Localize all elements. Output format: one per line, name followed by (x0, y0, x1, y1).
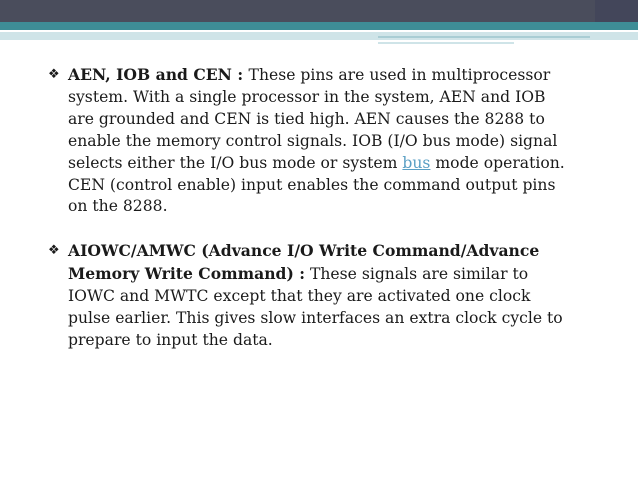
bullet-aiowc-amwc (48, 240, 568, 352)
bullet-heading-colon: : (231, 65, 249, 84)
header-bar-dark (0, 0, 638, 22)
header-accent-line-short (378, 42, 514, 44)
slide-content (48, 64, 568, 374)
bus-link[interactable]: bus (402, 153, 431, 172)
diamond-bullet-icon: ❖ (48, 67, 60, 82)
header-corner-block (595, 0, 638, 22)
bullet-heading: AIOWC/AMWC (Advance I/O Write Command/Advance Memory Write Command) : (68, 241, 540, 284)
bullet-text: These pins are used in multiprocessor system. With a single processor in the system, AEN and IOB are grounded and CEN is tied high. AEN causes the 8288 to enable the memory control signals. IOB (I/O bus mode) signal selects either the I/O bus mode or system (68, 66, 558, 172)
bullet-aen-iob-cen (48, 64, 568, 218)
diamond-bullet-icon: ❖ (48, 243, 60, 259)
bullet-text-continued: mode operation. CEN (control enable) input enables the command output pins on the 8288. (68, 153, 565, 216)
bullet-text: These signals are similar to IOWC and MWTC except that they are activated one clock pulse earlier. This gives slow interfaces an extra clock cycle to prepare to input the data. (68, 265, 563, 349)
header-accent-line (378, 36, 590, 38)
bullet-heading: AEN, IOB and CEN (68, 65, 232, 84)
header-bar-teal (0, 22, 638, 30)
